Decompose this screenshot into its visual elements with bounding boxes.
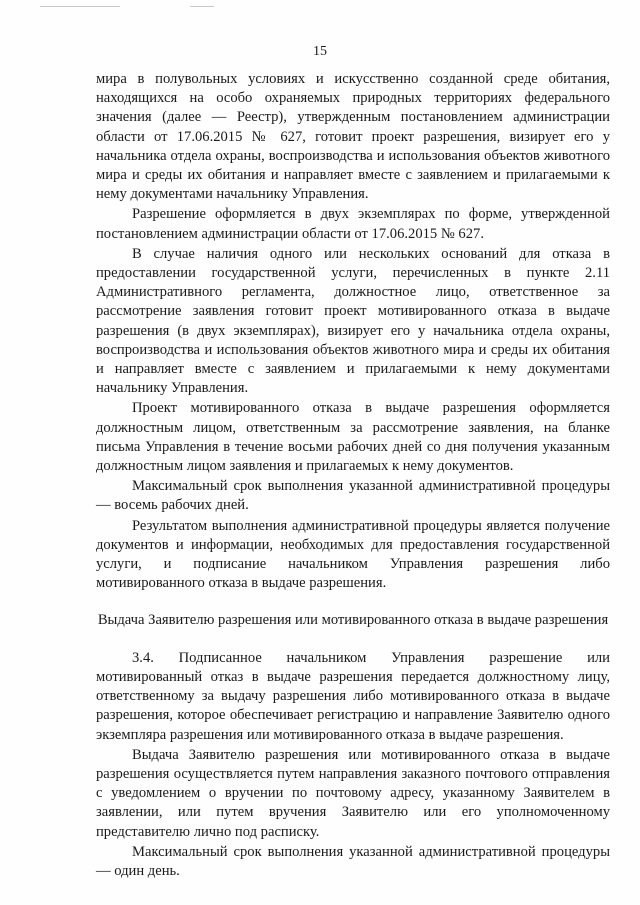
paragraph: В случае наличия одного или нескольких оснований для отказа в предоставлении государственной услуги, перечисленных в пункте 2.11 Административного регламента, должностное лицо, ответственное за рассмотрение заявления готовит проект мотивированного отказа в выдаче разрешения (в двух экземплярах), визирует его у начальника отдела охраны, воспроизводства и использования объектов животного мира и среды их обитания и направляет вместе с заявлением и прилагаемыми к нему документами начальнику Управления. <box>96 245 610 397</box>
paragraph: Выдача Заявителю разрешения или мотивированного отказа в выдаче разрешения осуществляется путем направления заказного почтового отправления с уведомлением о вручении по почтовому адресу, указанному Заявителем в заявлении, или путем вручения Заявителю или его уполномоченному представителю лично под расписку. <box>96 746 610 840</box>
section-heading: Выдача Заявителю разрешения или мотивированного отказа в выдаче разрешения <box>97 612 609 629</box>
paragraph: Максимальный срок выполнения указанной административной процедуры — восемь рабочих дней. <box>96 478 610 514</box>
page-number: 15 <box>313 44 327 59</box>
paragraph: Разрешение оформляется в двух экземплярах по форме, утвержденной постановлением администрации области от 17.06.2015 № 627. <box>96 206 610 242</box>
document-body <box>96 70 610 881</box>
scan-artifact <box>40 6 120 7</box>
paragraph: Результатом выполнения административной процедуры является получение документов и информации, необходимых для предоставления государственной услуги, и подписание начальником Управления разрешения либо мотивированного отказа в выдаче разрешения. <box>96 517 610 592</box>
paragraph: мира в полувольных условиях и искусственно созданной среде обитания, находящихся на особо охраняемых природных территориях федерального значения (далее — Реестр), утвержденным постановлением администрации области от 17.06.2015 № 627, готовит проект разрешения, визирует его у начальника отдела охраны, воспроизводства и использования объектов животного мира и среды их обитания и направляет вместе с заявлением и прилагаемыми к нему документами начальнику Управления. <box>96 71 610 203</box>
paragraph: Проект мотивированного отказа в выдаче разрешения оформляется должностным лицом, ответственным за рассмотрение заявления, на бланке письма Управления в течение восьми рабочих дней со дня получения указанным должностным лицом заявления и прилагаемых к нему документов. <box>96 400 610 475</box>
paragraph: 3.4. Подписанное начальником Управления разрешение или мотивированный отказ в выдаче разрешения передается должностному лицу, ответственному за выдачу разрешения либо мотивированного отказа в выдаче разрешения, которое обеспечивает регистрацию и направление Заявителю одного экземпляра разрешения или мотивированного отказа в выдаче разрешения. <box>96 649 610 743</box>
paragraph: Максимальный срок выполнения указанной административной процедуры — один день. <box>96 843 610 879</box>
scan-artifact <box>190 6 214 7</box>
